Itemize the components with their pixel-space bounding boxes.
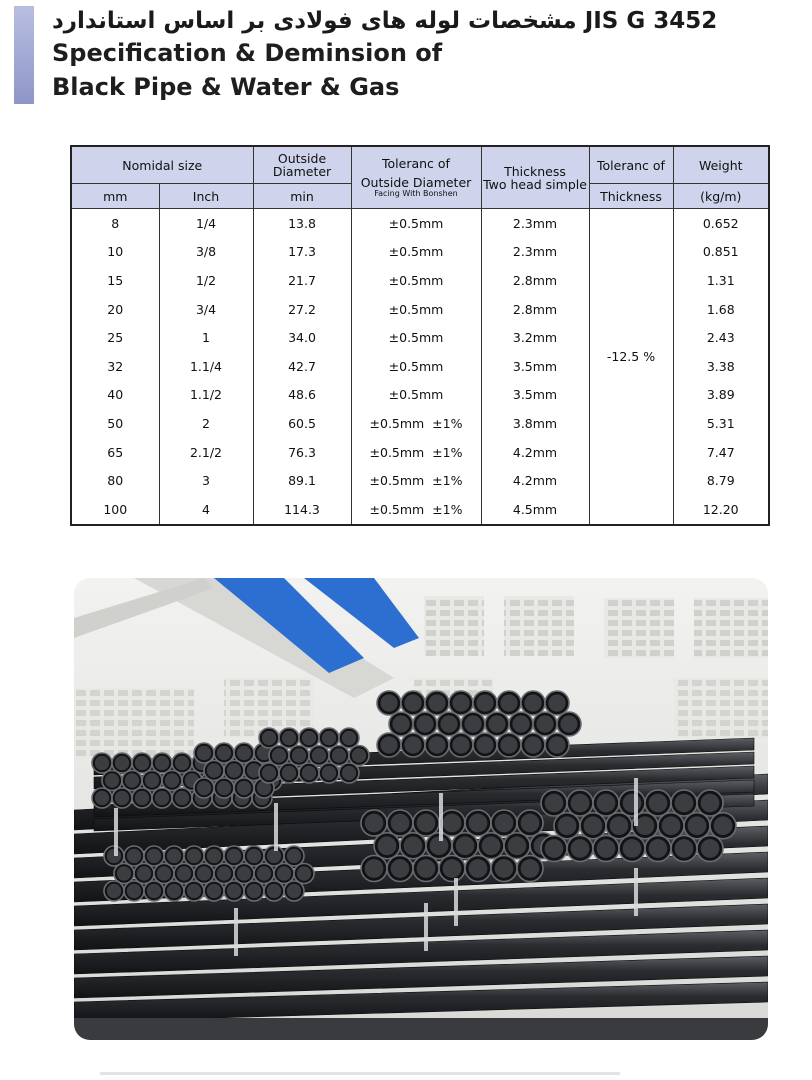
header-thickness	[481, 146, 589, 209]
accent-bar	[14, 6, 34, 104]
cell-outside-diameter: 114.3	[253, 495, 351, 525]
cell-tolerance-od: ±0.5mm	[351, 295, 481, 324]
cell-outside-diameter: 89.1	[253, 466, 351, 495]
cell-inch: 2.1/2	[159, 438, 253, 467]
cell-thickness: 4.5mm	[481, 495, 589, 525]
cell-weight: 1.31	[673, 266, 769, 295]
cell-mm: 15	[71, 266, 159, 295]
cell-mm: 8	[71, 209, 159, 238]
cell-mm: 65	[71, 438, 159, 467]
cell-outside-diameter: 60.5	[253, 409, 351, 438]
cell-tolerance-od: ±0.5mm	[351, 209, 481, 238]
pipe-stack-illustration	[74, 578, 768, 1040]
header-thick-1: Thickness	[504, 163, 566, 179]
cell-weight: 1.68	[673, 295, 769, 324]
header-tol-od-3: Facing With Bonshen	[374, 188, 458, 198]
cell-outside-diameter: 34.0	[253, 323, 351, 352]
cell-tolerance-od: ±0.5mm	[351, 381, 481, 410]
cell-mm: 20	[71, 295, 159, 324]
spec-table-body	[71, 209, 769, 525]
cell-outside-diameter: 21.7	[253, 266, 351, 295]
cell-thickness: 3.5mm	[481, 381, 589, 410]
header-tol-od-1: Toleranc of	[382, 155, 450, 171]
cell-thickness: 4.2mm	[481, 438, 589, 467]
cell-outside-diameter: 42.7	[253, 352, 351, 381]
cell-thickness: 2.3mm	[481, 238, 589, 267]
cell-thickness: 4.2mm	[481, 466, 589, 495]
cell-weight: 12.20	[673, 495, 769, 525]
cell-tolerance-od: ±0.5mm ±1%	[351, 409, 481, 438]
header-od-unit: min	[253, 184, 351, 209]
cell-weight: 8.79	[673, 466, 769, 495]
cell-inch: 1.1/4	[159, 352, 253, 381]
page-title-line3: Black Pipe & Water & Gas	[52, 73, 400, 101]
cell-tolerance-od: ±0.5mm ±1%	[351, 438, 481, 467]
cell-inch: 1	[159, 323, 253, 352]
spec-table	[70, 145, 770, 526]
footer-divider	[100, 1072, 620, 1075]
cell-weight: 3.89	[673, 381, 769, 410]
header-tol-od-2: Outside Diameter	[360, 174, 472, 190]
cell-tolerance-od: ±0.5mm	[351, 352, 481, 381]
header-od-top: Outside	[277, 151, 327, 166]
tolerance-thickness-value: -12.5 %	[606, 348, 656, 364]
cell-weight: 3.38	[673, 352, 769, 381]
page-title-line2: Specification & Deminsion of	[52, 39, 443, 67]
cell-outside-diameter: 17.3	[253, 238, 351, 267]
cell-outside-diameter: 13.8	[253, 209, 351, 238]
cell-tolerance-od: ±0.5mm	[351, 266, 481, 295]
cell-thickness: 3.8mm	[481, 409, 589, 438]
header-tol-thickness-2: Thickness	[589, 184, 673, 209]
cell-mm: 32	[71, 352, 159, 381]
cell-inch: 1.1/2	[159, 381, 253, 410]
cell-tolerance-od: ±0.5mm	[351, 323, 481, 352]
cell-tolerance-od: ±0.5mm	[351, 238, 481, 267]
cell-mm: 10	[71, 238, 159, 267]
cell-inch: 3/4	[159, 295, 253, 324]
cell-mm: 80	[71, 466, 159, 495]
cell-outside-diameter: 27.2	[253, 295, 351, 324]
cell-tolerance-od: ±0.5mm ±1%	[351, 466, 481, 495]
cell-tolerance-od: ±0.5mm ±1%	[351, 495, 481, 525]
cell-weight: 0.652	[673, 209, 769, 238]
cell-weight: 7.47	[673, 438, 769, 467]
cell-tolerance-thickness	[589, 209, 673, 525]
cell-inch: 3/8	[159, 238, 253, 267]
cell-mm: 40	[71, 381, 159, 410]
cell-inch: 4	[159, 495, 253, 525]
cell-thickness: 2.8mm	[481, 266, 589, 295]
header-nominal-size: Nomidal size	[71, 146, 253, 184]
cell-inch: 2	[159, 409, 253, 438]
cell-thickness: 2.3mm	[481, 209, 589, 238]
cell-thickness: 2.8mm	[481, 295, 589, 324]
cell-mm: 100	[71, 495, 159, 525]
header-mm: mm	[71, 184, 159, 209]
title-farsi: مشخصات لوله های فولادی بر اساس استاندارد	[52, 8, 577, 34]
header-weight-1: Weight	[673, 146, 769, 184]
header-tol-thickness-1: Toleranc of	[589, 146, 673, 184]
cell-thickness: 3.2mm	[481, 323, 589, 352]
cell-weight: 2.43	[673, 323, 769, 352]
header-weight-2: (kg/m)	[673, 184, 769, 209]
cell-mm: 50	[71, 409, 159, 438]
header-outside-diameter	[253, 146, 351, 184]
cell-weight: 0.851	[673, 238, 769, 267]
pipe-stack-photo	[74, 578, 768, 1040]
cell-mm: 25	[71, 323, 159, 352]
cell-inch: 3	[159, 466, 253, 495]
cell-inch: 1/4	[159, 209, 253, 238]
cell-outside-diameter: 48.6	[253, 381, 351, 410]
header-tolerance-od	[351, 146, 481, 209]
page-title-line1	[52, 6, 792, 36]
header-thick-2: Two head simple	[483, 176, 587, 192]
title-code: JIS G 3452	[584, 8, 718, 34]
header-od-bottom: Diameter	[272, 164, 332, 179]
cell-weight: 5.31	[673, 409, 769, 438]
title-block	[52, 6, 792, 104]
cell-thickness: 3.5mm	[481, 352, 589, 381]
table-row	[71, 209, 769, 238]
header-inch: Inch	[159, 184, 253, 209]
cell-inch: 1/2	[159, 266, 253, 295]
cell-outside-diameter: 76.3	[253, 438, 351, 467]
